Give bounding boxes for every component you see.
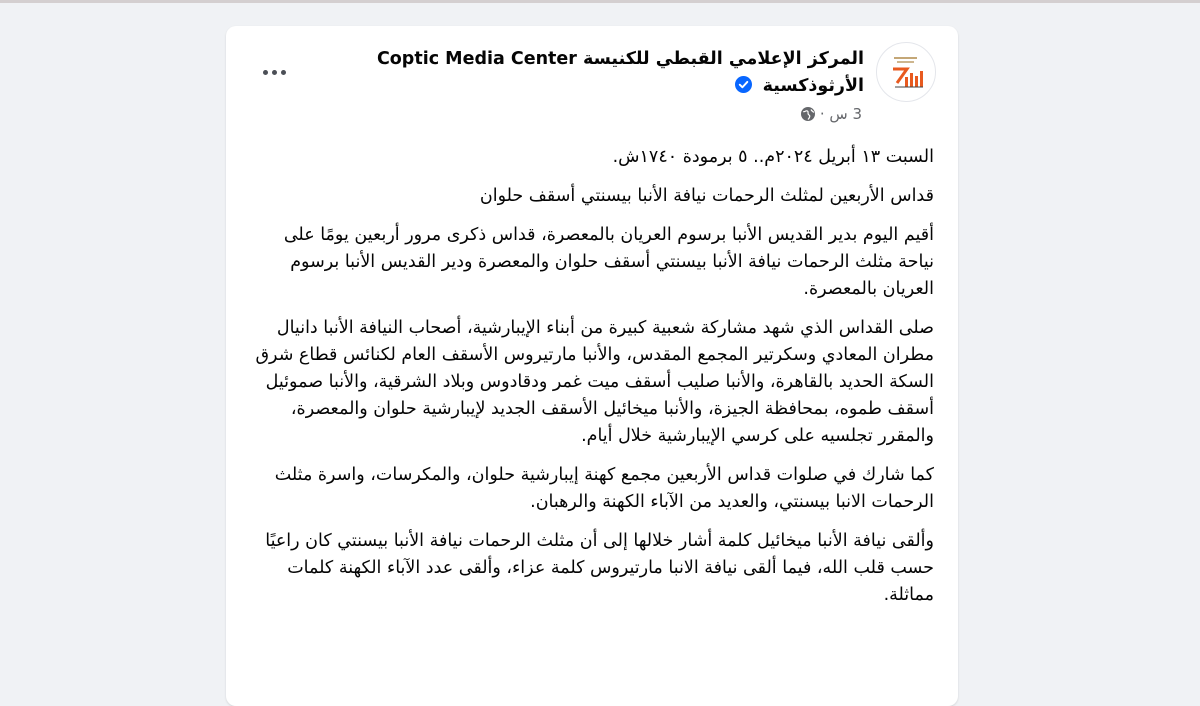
verified-badge-icon xyxy=(735,76,752,93)
post-paragraph: أقيم اليوم بدير القديس الأنبا برسوم العريان بالمعصرة، قداس ذكرى مرور أربعين يومًا على نياحة مثلث الرحمات نيافة الأنبا بيسنتي أسقف حلوان والمعصرة ودير القديس الأنبا برسوم العريان بالمعصرة. xyxy=(283,225,934,299)
post-header xyxy=(256,42,936,138)
post-meta xyxy=(800,105,862,123)
church-logo-icon xyxy=(877,43,935,101)
page-name-link[interactable] xyxy=(344,46,864,100)
top-divider xyxy=(0,0,1200,3)
post-card xyxy=(226,26,958,706)
post-paragraph: كما شارك في صلوات قداس الأربعين مجمع كهنة إيبارشية حلوان، والمكرسات، واسرة مثلث الرحمات الانبا بيسنتي، والعديد من الآباء الكهنة والرهبان. xyxy=(274,465,934,512)
post-paragraph: صلى القداس الذي شهد مشاركة شعبية كبيرة من أبناء الإيبارشية، أصحاب النيافة الأنبا دانيال مطران المعادي وسكرتير المجمع المقدس، والأنبا مارتيروس الأسقف العام لكنائس قطاع شرق السكة الحديد بالقاهرة، والأنبا صليب أسقف ميت غمر ودقادوس وبلاد الشرقية، والأنبا صموئيل أسقف طموه، بمحافظة الجيزة، والأنبا ميخائيل الأسقف الجديد لإيبارشية حلوان والمعصرة، والمقرر تجلسيه على كرسي الإيبارشية خلال أيام. xyxy=(255,318,934,446)
post-paragraph: وألقى نيافة الأنبا ميخائيل كلمة أشار خلالها إلى أن مثلث الرحمات نيافة الأنبا بيسنتي كان راعيًا حسب قلب الله، فيما ألقى نيافة الانبا مارتيروس كلمة عزاء، وألقى عدد الآباء الكهنة كلمات مماثلة. xyxy=(265,531,934,605)
more-options-button[interactable] xyxy=(256,60,292,84)
post-timestamp[interactable]: 3 س · xyxy=(819,105,862,123)
post-text xyxy=(252,144,934,621)
more-dots-icon xyxy=(263,70,268,75)
post-paragraph: السبت ١٣ أبريل ٢٠٢٤م.. ٥ برمودة ١٧٤٠ش. xyxy=(612,147,934,167)
post-paragraph: قداس الأربعين لمثلث الرحمات نيافة الأنبا بيسنتي أسقف حلوان xyxy=(479,186,934,206)
page-name-text[interactable]: المركز الإعلامي القبطي للكنيسة Coptic Media Center الأرثوذكسية xyxy=(376,49,864,96)
page-avatar[interactable] xyxy=(876,42,936,102)
globe-icon[interactable] xyxy=(800,106,816,122)
